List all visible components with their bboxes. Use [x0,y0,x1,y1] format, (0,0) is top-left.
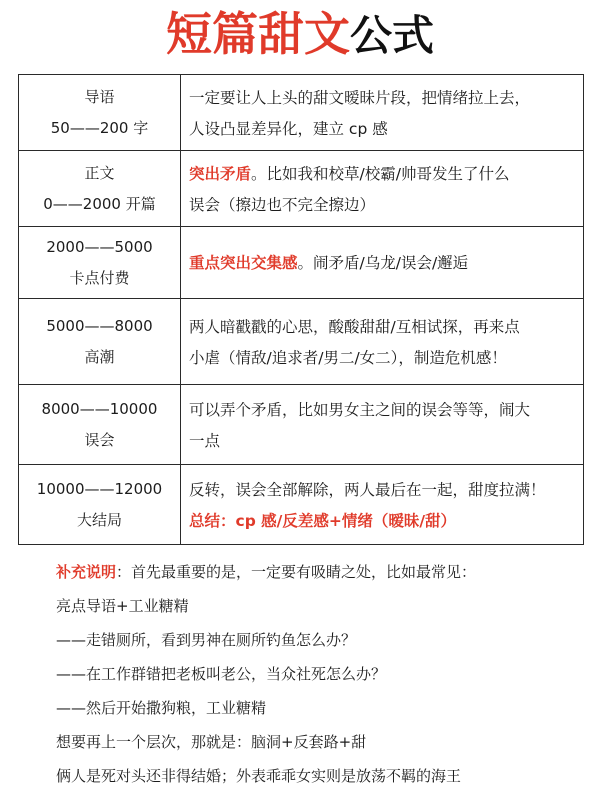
table-row [19,75,583,151]
plain-text: 。比如我和校草/校霸/帅哥发生了什么 [251,164,510,183]
stage-range: 大结局 [76,510,122,529]
table-row [19,385,583,465]
stage-cell [19,465,181,544]
stage-range: 高潮 [84,347,115,366]
supplement-line: ——然后开始撒狗粮，工业糖精 [56,699,267,717]
page-title [0,2,600,66]
plain-text: 一定要让人上头的甜文暧昧片段，把情绪拉上去， [189,88,531,107]
description-cell [181,299,583,384]
description-cell [181,465,583,544]
supplement-section [56,555,586,793]
stage-cell [19,227,181,298]
stage-label: 2000——5000 [46,237,153,256]
supplement-line: 亮点导语+工业糖精 [56,597,189,615]
supplement-label: 补充说明 [56,563,117,581]
plain-text: 误会（擦边也不完全擦边） [189,195,376,214]
description-line [189,426,575,457]
plain-text: 一点 [189,431,221,450]
plain-text: 。闹矛盾/乌龙/误会/邂逅 [297,254,469,272]
stage-range: 卡点付费 [69,268,130,287]
description-line [189,159,575,190]
stage-label: 正文 [84,163,115,182]
stage-cell [19,299,181,384]
stage-label: 5000——8000 [46,316,153,335]
stage-cell [19,385,181,464]
stage-range: 0——2000 开篇 [43,194,156,213]
description-line [189,83,575,114]
table-row [19,151,583,227]
title-black-part: 公式 [349,11,434,60]
supplement-line: ——走错厕所，看到男神在厕所钓鱼怎么办？ [56,631,357,649]
highlight-text: 突出矛盾 [189,164,252,183]
description-cell [181,227,583,298]
stage-label: 8000——10000 [41,399,158,418]
highlight-text: 重点突出交集感 [189,254,298,272]
plain-text: 小虐（情敌/追求者/男二/女二），制造危机感！ [189,348,507,367]
stage-label: 导语 [84,87,115,106]
supplement-line: ——在工作群错把老板叫老公，当众社死怎么办？ [56,665,387,683]
stage-range: 50——200 字 [50,118,149,137]
description-line [189,114,575,145]
description-line [189,190,575,221]
description-line [189,343,575,374]
description-line [189,312,575,343]
formula-table [18,74,584,545]
description-cell [181,151,583,226]
title-red-part: 短篇甜文 [165,7,350,61]
stage-cell [19,151,181,226]
stage-label: 10000——12000 [36,479,163,498]
supplement-line: 想要再上一个层次，那就是：脑洞+反套路+甜 [56,733,367,751]
plain-text: 反转，误会全部解除，两人最后在一起，甜度拉满！ [189,480,546,499]
plain-text: 可以弄个矛盾，比如男女主之间的误会等等，闹大 [189,400,531,419]
description-line [189,506,575,537]
table-row [19,227,583,299]
stage-cell [19,75,181,150]
stage-range: 误会 [84,430,115,449]
table-row [19,299,583,385]
summary-text: 总结：cp 感/反差感+情绪（暧昧/甜） [189,511,456,530]
plain-text: 两人暗戳戳的心思，酸酸甜甜/互相试探，再来点 [189,317,520,336]
plain-text: 人设凸显差异化，建立 cp 感 [189,119,388,138]
description-line [189,395,575,426]
table-row [19,465,583,545]
supplement-line: 俩人是死对头还非得结婚；外表乖乖女实则是放荡不羁的海王 [56,767,462,785]
supplement-intro-text: ：首先最重要的是，一定要有吸睛之处，比如最常见： [116,563,477,581]
supplement-intro [56,555,586,589]
description-cell [181,385,583,464]
description-line [189,248,575,279]
description-line [189,475,575,506]
description-cell [181,75,583,150]
